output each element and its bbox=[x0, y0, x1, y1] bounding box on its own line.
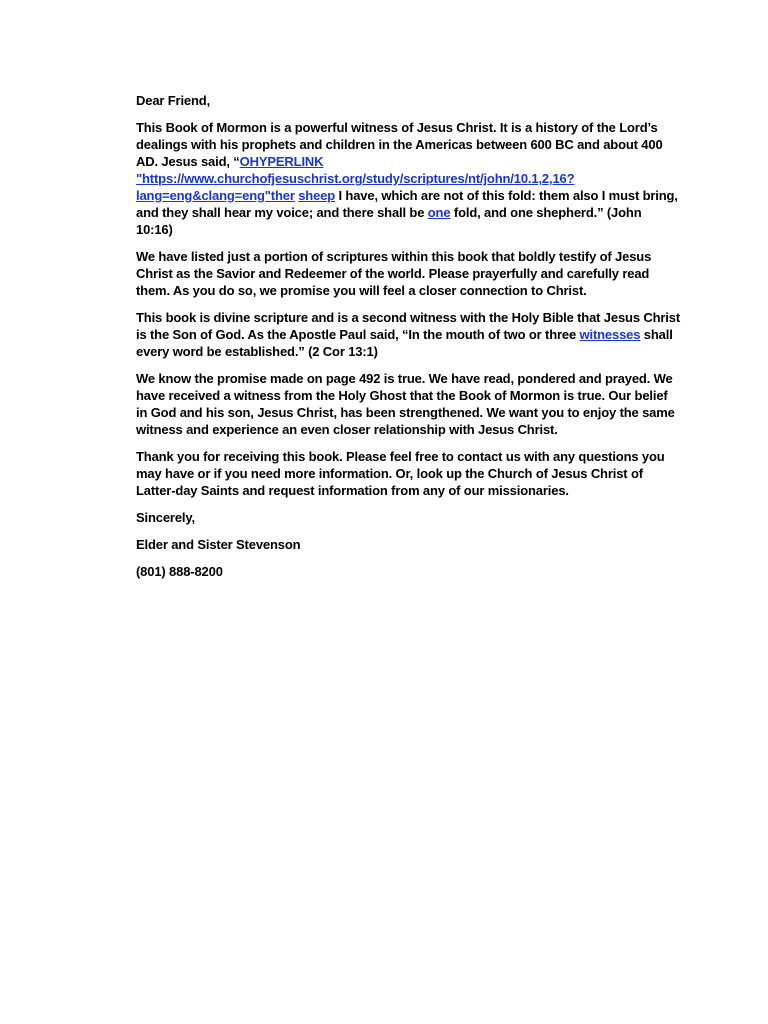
paragraph-thank-you: Thank you for receiving this book. Please feel free to contact us with any questions you may have or if you need more information. Or, look up the Church of Jesus Christ of Latter-day Saints and request information from any of our missionaries. bbox=[136, 449, 665, 498]
paragraph-promise: We know the promise made on page 492 is true. We have read, pondered and prayed. We have received a witness from the Holy Ghost that the Book of Mormon is true. Our belief in God and his son, Jesus Christ, has been strengthened. We want you to enjoy the same witness and experience an even closer relationship with Jesus Christ. bbox=[136, 371, 675, 437]
letter-body bbox=[136, 92, 681, 590]
witnesses-link[interactable]: witnesses bbox=[579, 327, 641, 342]
signature: Elder and Sister Stevenson bbox=[136, 537, 301, 552]
divine-text-start: This book is divine scripture and is a second witness with the Holy Bible that Jesus Christ is the Son of God. As the Apostle Paul said, “In the mouth of two or three bbox=[136, 310, 681, 342]
paragraph-divine-scripture bbox=[136, 309, 681, 360]
closing: Sincerely, bbox=[136, 510, 195, 525]
salutation: Dear Friend, bbox=[136, 93, 211, 108]
scripture-hyperlink[interactable]: OHYPERLINK "https://www.churchofjesuschrist.org/study/scriptures/nt/john/10.1,2,16?lang=eng&clang=eng"ther bbox=[136, 154, 575, 203]
phone-number: (801) 888-8200 bbox=[136, 564, 223, 579]
paragraph-intro bbox=[136, 119, 681, 238]
intro-text-middle: I have, which are not of this fold: them also I must bring, and they shall hear my voice; and there shall be bbox=[136, 188, 678, 220]
paragraph-scriptures: We have listed just a portion of scriptures within this book that boldly testify of Jesus Christ as the Savior and Redeemer of the world. Please prayerfully and carefully read them. As you do so, we promise you will feel a closer connection to Christ. bbox=[136, 249, 652, 298]
sheep-link[interactable]: sheep bbox=[298, 188, 336, 203]
intro-text-end: fold, and one shepherd.” (John 10:16) bbox=[136, 205, 642, 237]
divine-text-end: shall every word be established.” (2 Cor 13:1) bbox=[136, 327, 673, 359]
one-link[interactable]: one bbox=[427, 205, 451, 220]
intro-text-start: This Book of Mormon is a powerful witness of Jesus Christ. It is a history of the Lord’s dealings with his prophets and children in the Americas between 600 BC and about 400 AD. Jesus said, “ bbox=[136, 120, 663, 169]
